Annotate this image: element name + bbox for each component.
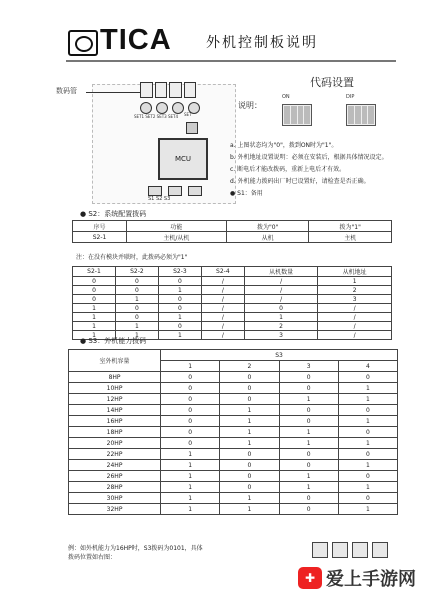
table-cell: 3 (318, 295, 392, 304)
switch-row (148, 186, 202, 196)
example-dip-switches (312, 542, 388, 558)
note-label: 说明： (238, 101, 262, 110)
table-cell: / (244, 277, 318, 286)
dip-switch-icon (168, 186, 182, 196)
table-cell: 32HP (69, 504, 161, 515)
table-cell: 1 (220, 405, 279, 416)
table-cell: 0 (279, 372, 338, 383)
digit-cell (184, 82, 197, 98)
table-cell: 0 (220, 394, 279, 405)
table-cell: 1 (158, 286, 201, 295)
table-cell: 24HP (69, 460, 161, 471)
note-item: a. 上图状态均为"0"，拨到ON时为"1"。 (230, 142, 338, 149)
footer-line: 拨码位置如右图： (68, 554, 117, 561)
table-cell: 1 (73, 331, 116, 340)
dip-switch-icon (282, 104, 312, 126)
table-cell: 2 (244, 322, 318, 331)
table-cell: 0 (158, 277, 201, 286)
table-cell: 1 (73, 304, 116, 313)
table-row (73, 322, 392, 331)
table-row (73, 313, 392, 322)
brand-logo: TICA (100, 24, 172, 56)
table-header-cell: 2 (220, 361, 279, 372)
table-header-row (73, 267, 392, 277)
footer-example (68, 544, 308, 562)
table-cell: 0 (279, 405, 338, 416)
table-cell: 1 (161, 460, 220, 471)
table-row (69, 482, 398, 493)
table-row (69, 504, 398, 515)
digit-cell (169, 82, 182, 98)
table-cell: 0 (115, 313, 158, 322)
table-cell: 14HP (69, 405, 161, 416)
table-row (69, 427, 398, 438)
table-cell: 0 (279, 493, 338, 504)
table-cell: 0 (161, 383, 220, 394)
table-cell: / (318, 322, 392, 331)
table-cell: 0 (220, 460, 279, 471)
dip-switch-icon (372, 542, 388, 558)
set-button (156, 102, 168, 114)
table-row (73, 277, 392, 286)
table-cell: 0 (115, 304, 158, 313)
digit-display-label: 数码管 (56, 87, 77, 95)
table-cell: 0 (279, 416, 338, 427)
note-item: c. 断电后才能改拨码，重新上电后才有效。 (230, 166, 346, 173)
table-cell: 0 (161, 427, 220, 438)
table-cell: 26HP (69, 471, 161, 482)
table-cell: / (318, 331, 392, 340)
table-cell: 0 (220, 383, 279, 394)
page-title: 外机控制板说明 (206, 35, 318, 51)
header-divider (66, 60, 396, 62)
table-cell: / (201, 304, 244, 313)
table-cell: 1 (338, 482, 397, 493)
table-row (73, 232, 392, 243)
table-cell: / (201, 313, 244, 322)
table-header-cell: 拨为"1" (309, 221, 392, 232)
table-cell: 1 (73, 313, 116, 322)
table-cell: 1 (115, 331, 158, 340)
table-header-cell: 3 (279, 361, 338, 372)
table-cell: / (244, 286, 318, 295)
table-cell: 0 (158, 295, 201, 304)
table-header-cell: 4 (338, 361, 397, 372)
table-header-cell: 室外机容量 (69, 350, 161, 372)
table-row (69, 372, 398, 383)
table-cell: 主机 (309, 232, 392, 243)
table-cell: 1 (220, 438, 279, 449)
table-cell: 主机/从机 (126, 232, 226, 243)
table-header-cell: S2-4 (201, 267, 244, 277)
table-header-cell: 序号 (73, 221, 127, 232)
table-cell: / (318, 304, 392, 313)
table-cell: 1 (338, 383, 397, 394)
table-header-cell: 从机地址 (318, 267, 392, 277)
table-cell: 1 (338, 394, 397, 405)
table-cell: 1 (161, 493, 220, 504)
table-cell: 0 (338, 427, 397, 438)
dip-switch-icon (346, 104, 376, 126)
table-cell: / (318, 313, 392, 322)
table-cell: / (201, 322, 244, 331)
table-cell: 0 (220, 471, 279, 482)
table-cell: 28HP (69, 482, 161, 493)
table-header-row (69, 350, 398, 361)
table-cell: / (201, 277, 244, 286)
logo-mark (68, 30, 98, 56)
digit-display (140, 82, 196, 96)
watermark-text: 爱上手游网 (326, 569, 416, 590)
table-cell: 0 (338, 405, 397, 416)
knob-label: SET (184, 112, 192, 117)
dip-switch-icon (188, 186, 202, 196)
table-cell: 0 (279, 460, 338, 471)
table-cell: 20HP (69, 438, 161, 449)
table-cell: 1 (73, 322, 116, 331)
table-cell: 1 (279, 438, 338, 449)
mcu-chip: MCU (158, 138, 208, 180)
table-row (73, 295, 392, 304)
table-cell: 1 (161, 449, 220, 460)
table-header-cell: S3 (161, 350, 398, 361)
table-header-cell: 功能 (126, 221, 226, 232)
table-cell: 18HP (69, 427, 161, 438)
table-cell: 1 (158, 331, 201, 340)
table-header-cell: S2-3 (158, 267, 201, 277)
table-header-row (73, 221, 392, 232)
table-row (69, 471, 398, 482)
knob-icon (186, 122, 198, 134)
table-header-cell: 1 (161, 361, 220, 372)
table-cell: 0 (279, 504, 338, 515)
table-cell: 0 (244, 304, 318, 313)
s2-heading: ● S2：系统配置拨码 (80, 210, 147, 218)
s3-heading: ● S3：外机能力拨码 (80, 337, 147, 345)
table-cell: 0 (220, 449, 279, 460)
table-row (69, 416, 398, 427)
table-cell: / (201, 286, 244, 295)
table-row (73, 286, 392, 295)
table-cell: 1 (279, 394, 338, 405)
s2-config-table (72, 220, 392, 243)
table-cell: 1 (338, 460, 397, 471)
code-notes (230, 140, 420, 200)
table-cell: 0 (115, 286, 158, 295)
table-cell: 0 (158, 304, 201, 313)
dip-right-label: DIP (346, 94, 355, 100)
digit-cell (140, 82, 153, 98)
table-cell: 1 (115, 295, 158, 304)
code-settings-title: 代码设置 (310, 76, 354, 89)
table-cell: 22HP (69, 449, 161, 460)
note-item: d. 外机能力拨码出厂时已设置好，请检查是否正确。 (230, 178, 370, 185)
set-button (172, 102, 184, 114)
table-header-cell: 拨为"0" (226, 221, 309, 232)
table-cell: 从机 (226, 232, 309, 243)
table-cell: 0 (220, 482, 279, 493)
table-row (69, 460, 398, 471)
table-cell: 0 (73, 277, 116, 286)
table-row (69, 493, 398, 504)
gamepad-icon: ✚ (298, 567, 322, 589)
digit-cell (155, 82, 168, 98)
table-cell: 0 (279, 449, 338, 460)
table-cell: 0 (161, 438, 220, 449)
dip-switch-icon (312, 542, 328, 558)
table-row (73, 304, 392, 313)
table-cell: 0 (161, 394, 220, 405)
dip-switch-icon (148, 186, 162, 196)
table-header-cell: S2-1 (73, 267, 116, 277)
table-cell: 1 (161, 471, 220, 482)
table-body (69, 372, 398, 515)
table-cell: 0 (338, 449, 397, 460)
table-cell: 1 (338, 438, 397, 449)
dip-left-label: ON (282, 94, 290, 100)
table-cell: 1 (338, 416, 397, 427)
table-cell: 1 (244, 313, 318, 322)
table-body (73, 277, 392, 340)
table-cell: / (201, 331, 244, 340)
table-row (69, 394, 398, 405)
table-cell: 3 (244, 331, 318, 340)
s2-address-table (72, 266, 392, 340)
switch-labels: S1 S2 S3 (148, 196, 171, 202)
leader-line (86, 92, 140, 93)
table-cell: 2 (318, 286, 392, 295)
table-header-cell: S2-2 (115, 267, 158, 277)
table-cell: 30HP (69, 493, 161, 504)
table-cell: 0 (338, 471, 397, 482)
table-cell: 1 (318, 277, 392, 286)
table-cell: 1 (220, 427, 279, 438)
table-cell: / (201, 295, 244, 304)
table-cell: 1 (279, 471, 338, 482)
s3-capacity-table (68, 349, 398, 515)
table-cell: 1 (220, 416, 279, 427)
table-cell: 10HP (69, 383, 161, 394)
table-cell: 1 (161, 504, 220, 515)
table-cell: 1 (220, 493, 279, 504)
set-button-labels: SET1 SET2 SET3 SET4 (134, 114, 179, 119)
watermark (298, 560, 430, 596)
table-cell: 12HP (69, 394, 161, 405)
table-cell: 1 (279, 482, 338, 493)
table-row (69, 383, 398, 394)
dip-switch-icon (352, 542, 368, 558)
table-cell: 8HP (69, 372, 161, 383)
dip-switch-icon (332, 542, 348, 558)
table-cell: 0 (220, 372, 279, 383)
s2-note: 注：在没有模块并联时，此拨码必须为"1" (76, 254, 188, 261)
table-cell: 1 (161, 482, 220, 493)
table-cell: 0 (279, 383, 338, 394)
note-item: ● S1：备用 (230, 190, 263, 197)
table-cell: 1 (279, 427, 338, 438)
note-item: b. 外机地址设置说明：必须在安装后，根据具体情况设定。 (230, 154, 388, 161)
table-cell: S2-1 (73, 232, 127, 243)
footer-line: 例：如外机能力为16HP时，S3拨码为0101，具体 (68, 545, 203, 552)
table-cell: 0 (338, 493, 397, 504)
table-cell: 16HP (69, 416, 161, 427)
table-cell: 0 (161, 416, 220, 427)
table-row (69, 449, 398, 460)
table-header-cell: 从机数量 (244, 267, 318, 277)
table-cell: / (244, 295, 318, 304)
table-cell: 1 (338, 504, 397, 515)
table-row (69, 405, 398, 416)
table-cell: 1 (220, 504, 279, 515)
table-cell: 0 (73, 286, 116, 295)
table-cell: 0 (73, 295, 116, 304)
table-cell: 1 (158, 313, 201, 322)
table-cell: 0 (115, 277, 158, 286)
table-cell: 1 (115, 322, 158, 331)
table-cell: 0 (161, 405, 220, 416)
table-cell: 0 (338, 372, 397, 383)
table-row (69, 438, 398, 449)
set-button (140, 102, 152, 114)
table-cell: 0 (161, 372, 220, 383)
table-cell: 0 (158, 322, 201, 331)
